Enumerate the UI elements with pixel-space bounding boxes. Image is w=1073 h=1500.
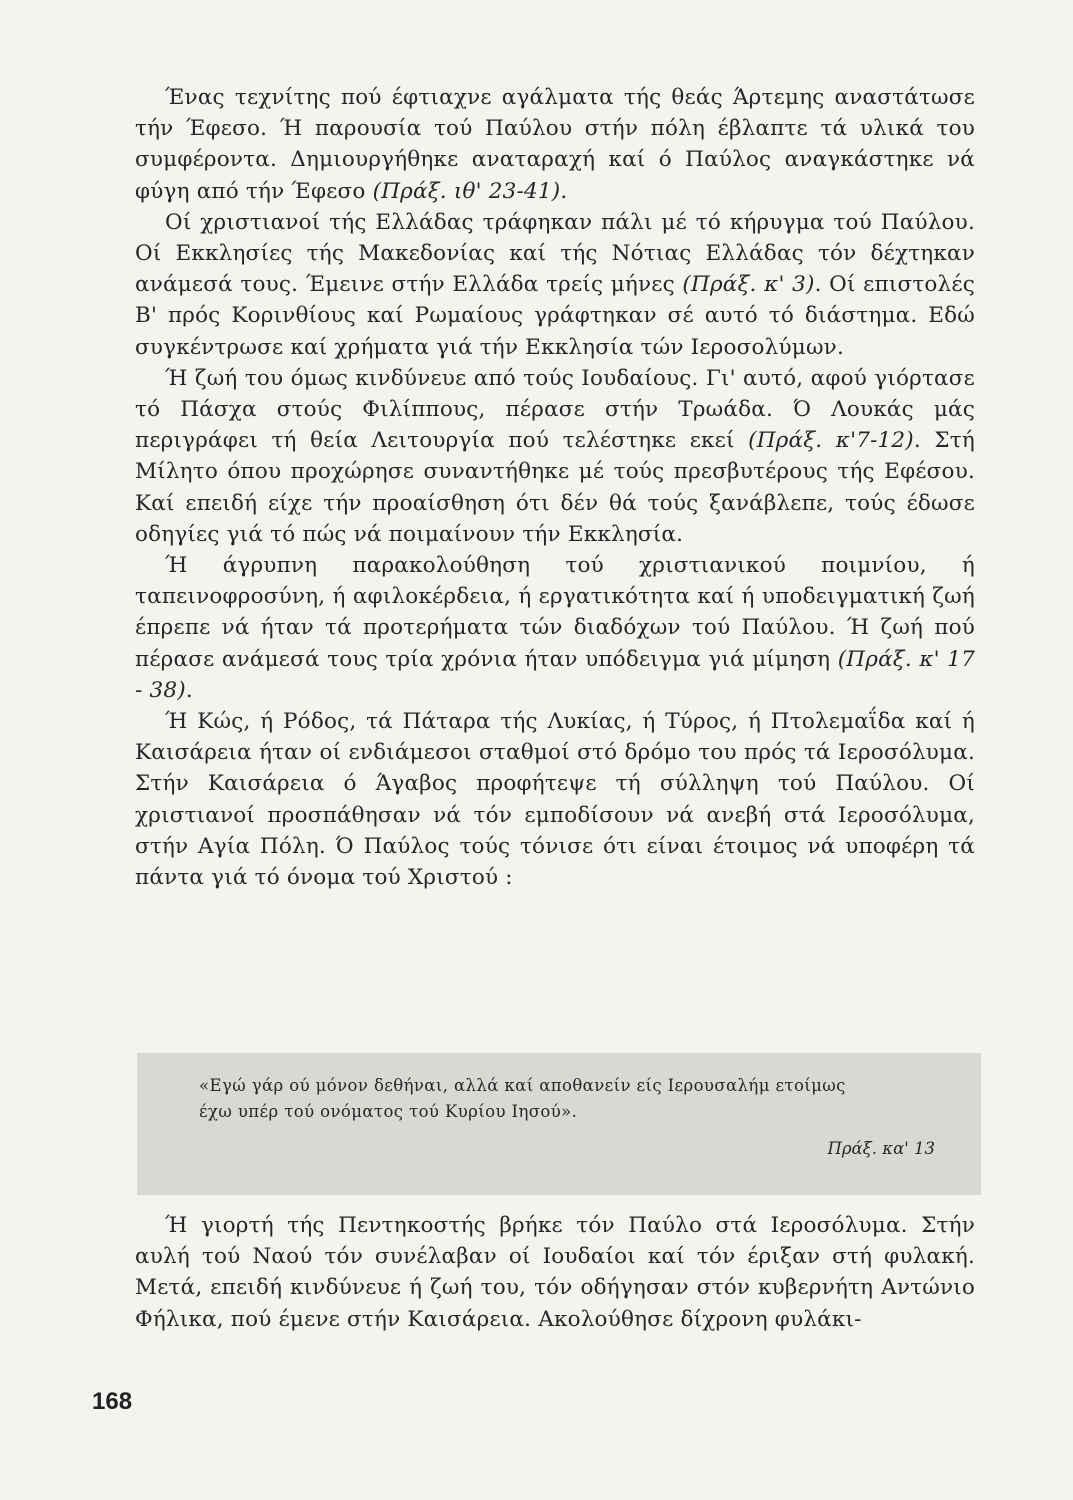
paragraph-1: Ένας τεχνίτης πού έφτιαχνε αγάλματα τής θεάς Άρτεμης αναστάτωσε τήν Έφεσο. Ή παρουσία τού Παύλου στήν πόλη έβλαπτε τά υλικά του συμφέροντα. Δημιουργήθηκε αναταραχή καί ό Παύλος αναγκάστηκε νά φύγη από τήν Έφεσο (Πράξ. ιθ' 23-41). <box>135 85 975 204</box>
page-number: 168 <box>92 1388 133 1415</box>
scripture-reference: (Πράξ. κ'7-12) <box>748 428 914 454</box>
main-text-bottom <box>135 1210 975 1335</box>
quote-line-1: «Εγώ γάρ ού μόνον δεθήναι, αλλά καί αποθανείν είς Ιερουσαλήμ ετοίμως <box>199 1076 846 1095</box>
scripture-reference: (Πράξ. ιθ' 23-41) <box>372 178 561 204</box>
scripture-reference: (Πράξ. κ' 3) <box>682 272 815 298</box>
quote-reference: Πράξ. κα' 13 <box>827 1139 935 1158</box>
scripture-reference: (Πράξ. κ' 17 - 38) <box>135 646 975 703</box>
scripture-quote-box <box>137 1053 981 1195</box>
main-text-top <box>135 82 975 893</box>
paragraph-3: Ή ζωή του όμως κινδύνευε από τούς Ιουδαίους. Γι' αυτό, αφού γιόρτασε τό Πάσχα στούς Φιλίππους, πέρασε στήν Τρωάδα. Ό Λουκάς μάς περιγράφει τή θεία Λειτουργία πού τελέστηκε εκεί (Πράξ. κ'7-12). Στή Μίλητο όπου προχώρησε συναντήθηκε μέ τούς πρεσβυτέρους τής Εφέσου. Καί επειδή είχε τήν προαίσθηση ότι δέν θά τούς ξανάβλεπε, τούς έδωσε οδηγίες γιά τό πώς νά ποιμαίνουν τήν Εκκλησία. <box>135 365 975 547</box>
paragraph-5: Ή Κώς, ή Ρόδος, τά Πάταρα τής Λυκίας, ή Τύρος, ή Πτολεμαΐδα καί ή Καισάρεια ήταν οί ενδιάμεσοι σταθμοί στό δρόμο του πρός τά Ιεροσόλυμα. Στήν Καισάρεια ό Άγαβος προφήτεψε τή σύλληψη τού Παύλου. Οί χριστιανοί προσπάθησαν νά τόν εμποδίσουν νά ανεβή στά Ιεροσόλυμα, στήν Αγία Πόλη. Ό Παύλος τούς τόνισε ότι είναι έτοιμος νά υποφέρη τά πάντα γιά τό όνομα τού Χριστού : <box>135 709 975 891</box>
paragraph-4: Ή άγρυπνη παρακολούθηση τού χριστιανικού ποιμνίου, ή ταπεινοφροσύνη, ή αφιλοκέρδεια, ή εργατικότητα καί ή υποδειγματική ζωή έπρεπε νά ήταν τά προτερήματα τών διαδόχων τού Παύλου. Ή ζωή πού πέρασε ανάμεσά τους τρία χρόνια ήταν υπόδειγμα γιά μίμηση (Πράξ. κ' 17 - 38). <box>135 553 975 703</box>
paragraph-2: Οί χριστιανοί τής Ελλάδας τράφηκαν πάλι μέ τό κήρυγμα τού Παύλου. Οί Εκκλησίες τής Μακεδονίας καί τής Νότιας Ελλάδας τόν δέχτηκαν ανάμεσά τους. Έμεινε στήν Ελλάδα τρείς μήνες (Πράξ. κ' 3). Οί επιστολές Β' πρός Κορινθίους καί Ρωμαίους γράφτηκαν σέ αυτό τό διάστημα. Εδώ συγκέντρωσε καί χρήματα γιά τήν Εκκλησία τών Ιεροσολύμων. <box>135 209 975 360</box>
quote-line-2: έχω υπέρ τού ονόματος τού Κυρίου Ιησού». <box>199 1102 578 1121</box>
paragraph-6: Ή γιορτή τής Πεντηκοστής βρήκε τόν Παύλο στά Ιεροσόλυμα. Στήν αυλή τού Ναού τόν συνέλαβαν οί Ιουδαίοι καί τόν έριξαν στή φυλακή. Μετά, επειδή κινδύνευε ή ζωή του, τόν οδήγησαν στόν κυβερνήτη Αντώνιο Φήλικα, πού έμενε στήν Καισάρεια. Ακολούθησε δίχρονη φυλάκι- <box>135 1213 975 1332</box>
